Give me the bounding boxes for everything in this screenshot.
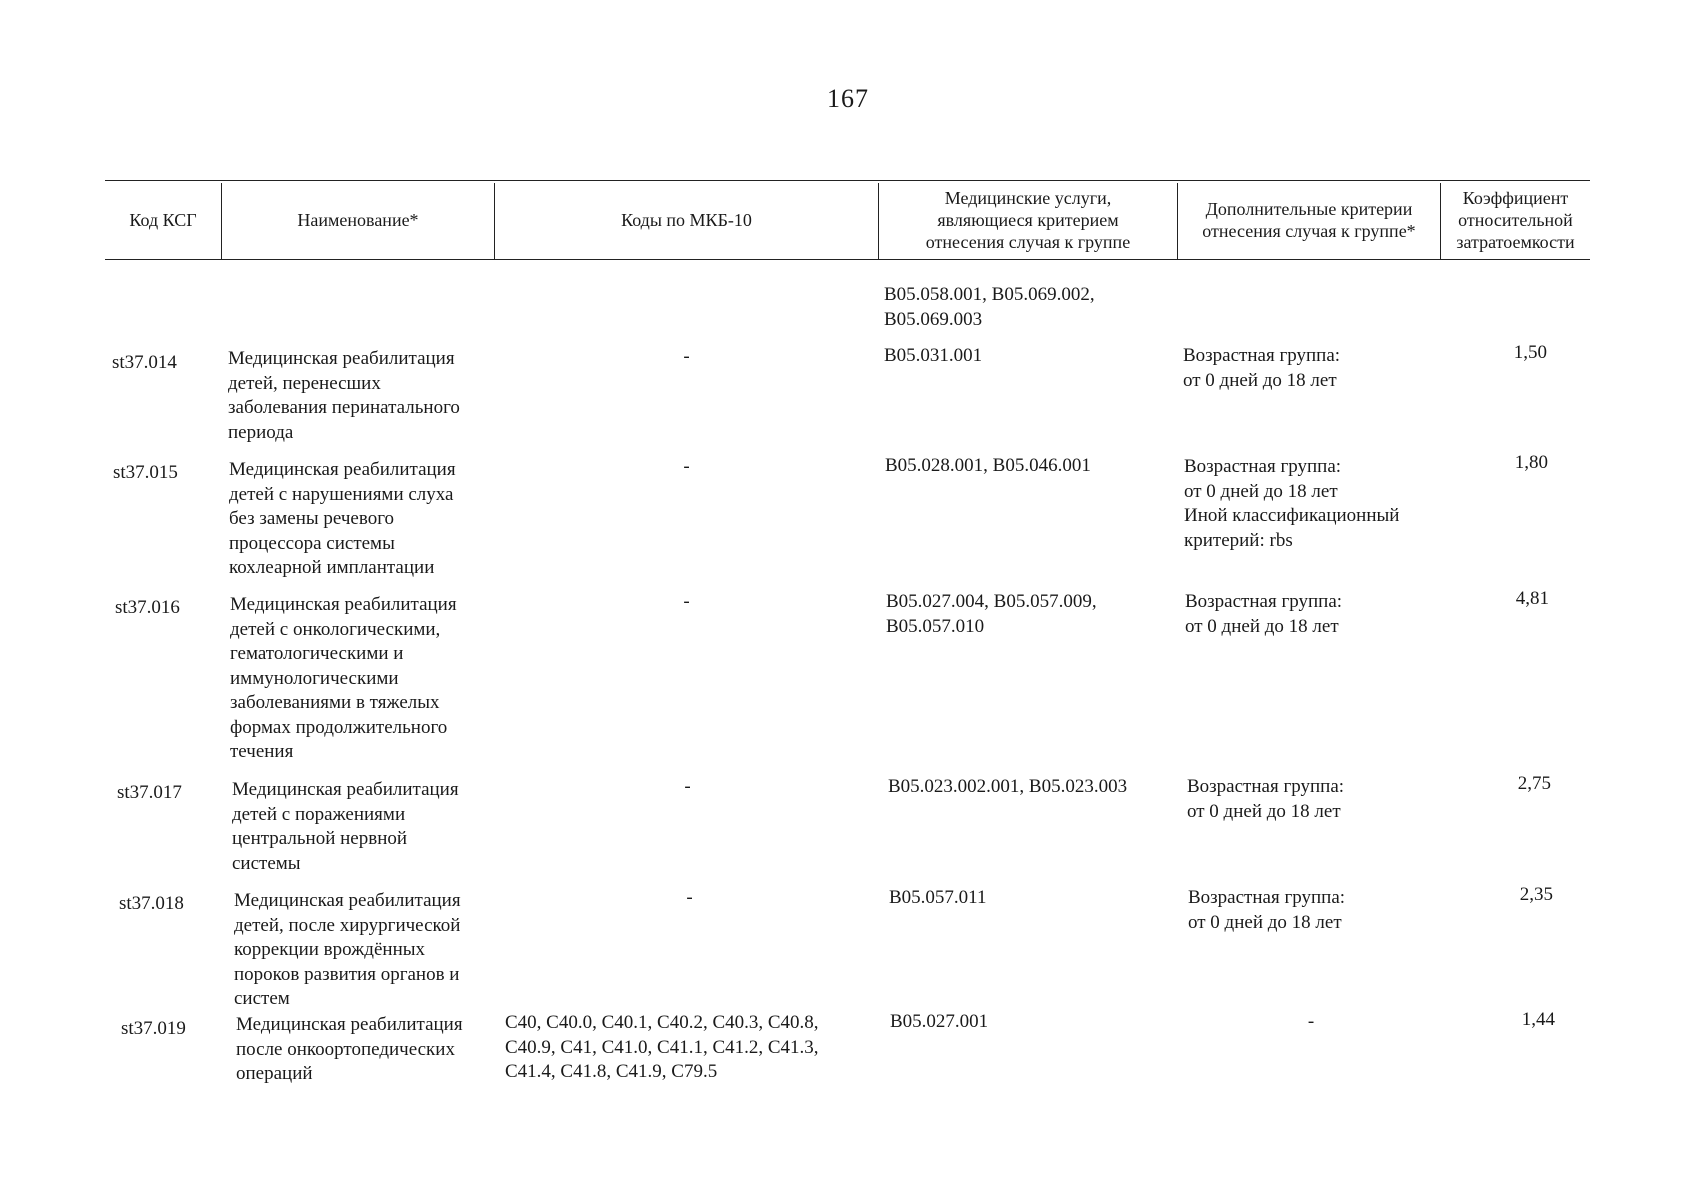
row-icd: - (683, 456, 690, 477)
row-coef: 1,44 (1521, 1009, 1555, 1030)
header-coef: Коэффициент относительной затратоемкости (1456, 188, 1575, 252)
row-coef: 1,50 (1513, 342, 1547, 363)
row-name: Медицинская реабилитация детей, после хирургической коррекции врождённых пороков развития органов и систем (234, 890, 461, 1009)
row-code: st37.016 (115, 597, 180, 618)
row-icd: - (686, 887, 693, 908)
header-icd: Коды по МКБ-10 (621, 210, 752, 230)
row-services: B05.028.001, B05.046.001 (885, 455, 1091, 476)
header-top-rule (105, 180, 1590, 181)
row-icd: - (683, 591, 690, 612)
row-criteria: Возрастная группа: от 0 дней до 18 лет (1183, 345, 1341, 391)
header-criteria: Дополнительные критерии отнесения случая к группе* (1202, 199, 1416, 241)
page-number: 167 (827, 84, 869, 113)
row-code: st37.017 (117, 782, 182, 803)
row-icd: - (684, 776, 691, 797)
header-services: Медицинские услуги, являющиеся критерием отнесения случая к группе (925, 188, 1131, 252)
row-name: Медицинская реабилитация детей, перенесших заболевания перинатального периода (228, 348, 460, 443)
header-bottom-rule (105, 259, 1590, 260)
row-coef: 1,80 (1514, 452, 1548, 473)
row-services: B05.023.002.001, B05.023.003 (888, 776, 1128, 797)
continuation-services: B05.058.001, B05.069.002, B05.069.003 (884, 284, 1095, 330)
row-icd: - (683, 346, 690, 367)
row-name: Медицинская реабилитация детей с онкологическими, гематологическими и иммунологическими заболеваниями в тяжелых формах продолжительного течения (230, 594, 457, 762)
row-criteria: Возрастная группа: от 0 дней до 18 лет (1187, 776, 1345, 822)
row-criteria: Возрастная группа: от 0 дней до 18 лет Иной классификационный критерий: rbs (1184, 456, 1400, 551)
row-coef: 2,75 (1517, 773, 1551, 794)
row-services: B05.027.001 (890, 1011, 989, 1032)
row-name: Медицинская реабилитация детей с нарушениями слуха без замены речевого процессора системы кохлеарной имплантации (229, 459, 456, 578)
row-code: st37.014 (112, 352, 177, 373)
row-code: st37.019 (121, 1018, 186, 1039)
header-name: Наименование* (297, 210, 419, 230)
row-name: Медицинская реабилитация детей с поражениями центральной нервной системы (232, 779, 459, 874)
row-name: Медицинская реабилитация после онкоортопедических операций (236, 1014, 463, 1084)
header-code: Код КСГ (129, 210, 197, 230)
row-coef: 4,81 (1515, 588, 1549, 609)
row-criteria: Возрастная группа: от 0 дней до 18 лет (1188, 887, 1346, 933)
row-services: B05.031.001 (884, 345, 983, 366)
row-services: B05.027.004, B05.057.009, B05.057.010 (886, 591, 1097, 637)
row-services: B05.057.011 (889, 887, 987, 908)
row-coef: 2,35 (1519, 884, 1553, 905)
row-icd: C40, C40.0, C40.1, C40.2, C40.3, C40.8, C40.9, C41, C41.0, C41.1, C41.2, C41.3, C41.4, C41.8, C41.9, C79.5 (505, 1012, 819, 1082)
row-code: st37.018 (119, 893, 184, 914)
row-criteria: Возрастная группа: от 0 дней до 18 лет (1185, 591, 1343, 637)
row-criteria: - (1307, 1011, 1315, 1032)
row-code: st37.015 (113, 462, 178, 483)
